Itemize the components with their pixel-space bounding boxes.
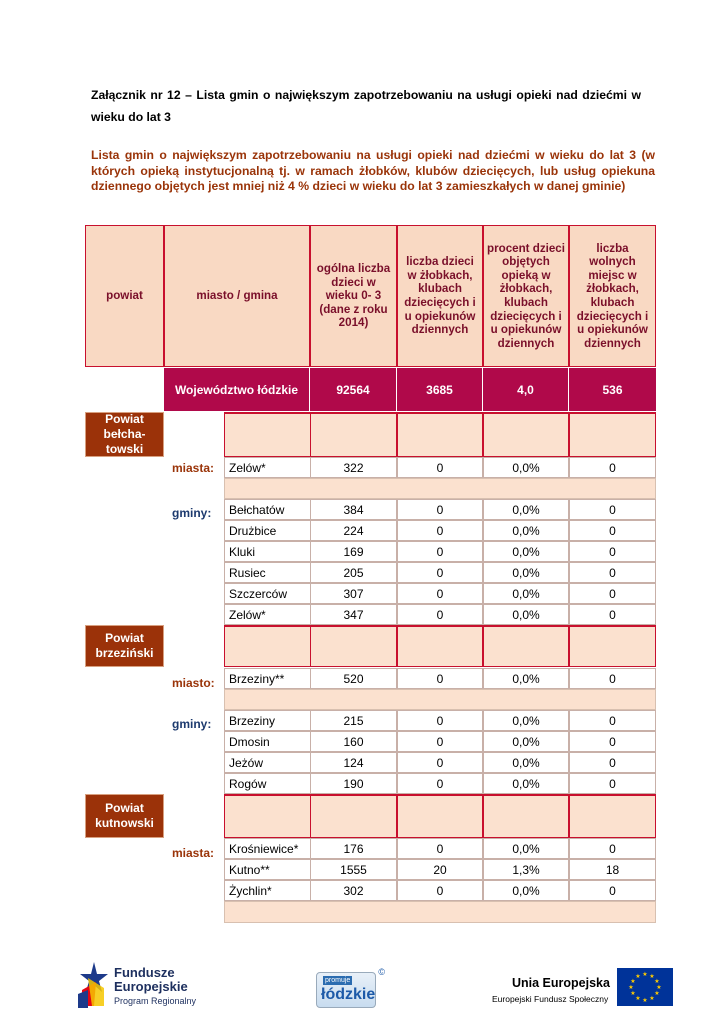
cell-liczba: 0 — [397, 773, 483, 794]
group-label: miasta: — [172, 846, 215, 860]
section-blank-cell — [569, 794, 656, 838]
cell-ogolna: 302 — [310, 880, 397, 901]
section-blank-cell — [310, 625, 397, 667]
cell-ogolna: 322 — [310, 457, 397, 478]
header-procent: procent dzieci objętych opieką w żłobkach, klubach dziecięcych i u opiekunów dziennych — [483, 225, 569, 367]
header-liczba: liczba dzieci w żłobkach, klubach dziecięcych i u opiekunów dziennych — [397, 225, 483, 367]
cell-name: Kutno** — [224, 859, 311, 880]
cell-procent: 0,0% — [483, 499, 569, 520]
section-blank-cell — [397, 412, 483, 457]
powiat-label: Powiat brzeziński — [85, 625, 164, 667]
svg-text:★: ★ — [649, 973, 655, 980]
cell-name: Kluki — [224, 541, 311, 562]
cell-procent: 0,0% — [483, 710, 569, 731]
cell-liczba: 20 — [397, 859, 483, 880]
cell-wolne: 0 — [569, 710, 656, 731]
eu-flag-icon — [617, 968, 673, 1006]
cell-wolne: 0 — [569, 583, 656, 604]
cell-procent: 0,0% — [483, 838, 569, 859]
cell-procent: 0,0% — [483, 752, 569, 773]
section-blank-cell — [483, 412, 569, 457]
table-caption: Lista gmin o największym zapotrzebowaniu na usługi opieki nad dziećmi w wieku do lat 3 (w których opieką instytucjonalną tj. w ramach żłobków, klubów dziecięcych, lub usług opiekuna dziennego objętych jest mniej niż 4 % dzieci w wieku do lat 3 zamieszkałych w danej gminie) — [91, 148, 655, 193]
cell-procent: 1,3% — [483, 859, 569, 880]
fe-star-icon — [78, 960, 110, 1010]
svg-text:★: ★ — [628, 984, 634, 991]
registered-icon: © — [378, 967, 385, 977]
svg-text:★: ★ — [630, 978, 636, 985]
cell-ogolna: 190 — [310, 773, 397, 794]
cell-name: Zelów* — [224, 457, 311, 478]
svg-text:★: ★ — [656, 984, 662, 991]
section-blank-cell — [483, 794, 569, 838]
section-blank-cell — [310, 794, 397, 838]
cell-procent: 0,0% — [483, 773, 569, 794]
cell-name: Żychlin* — [224, 880, 311, 901]
section-blank-cell — [310, 412, 397, 457]
cell-wolne: 0 — [569, 562, 656, 583]
svg-text:★: ★ — [654, 978, 660, 985]
svg-text:★: ★ — [635, 995, 641, 1002]
cell-liczba: 0 — [397, 457, 483, 478]
cell-wolne: 0 — [569, 838, 656, 859]
cell-liczba: 0 — [397, 880, 483, 901]
powiat-label: Powiat kutnowski — [85, 794, 164, 838]
cell-name: Rusiec — [224, 562, 311, 583]
group-label: miasto: — [172, 676, 215, 690]
cell-ogolna: 307 — [310, 583, 397, 604]
section-blank-cell — [224, 412, 311, 457]
cell-ogolna: 224 — [310, 520, 397, 541]
cell-wolne: 0 — [569, 604, 656, 625]
section-blank-cell — [569, 625, 656, 667]
cell-ogolna: 160 — [310, 731, 397, 752]
spacer-row — [224, 901, 656, 923]
group-label: miasta: — [172, 461, 215, 475]
eu-text — [492, 974, 618, 1008]
cell-liczba: 0 — [397, 752, 483, 773]
cell-procent: 0,0% — [483, 583, 569, 604]
cell-wolne: 0 — [569, 499, 656, 520]
fe-line2: Europejskie — [114, 979, 188, 994]
cell-name: Zelów* — [224, 604, 311, 625]
section-blank-cell — [224, 625, 311, 667]
voivodeship-liczba: 3685 — [397, 368, 483, 411]
cell-liczba: 0 — [397, 520, 483, 541]
cell-wolne: 0 — [569, 668, 656, 689]
cell-name: Dmosin — [224, 731, 311, 752]
cell-name: Drużbice — [224, 520, 311, 541]
svg-text:★: ★ — [642, 997, 648, 1004]
cell-liczba: 0 — [397, 731, 483, 752]
cell-procent: 0,0% — [483, 562, 569, 583]
header-ogolna: ogólna liczba dzieci w wieku 0- 3 (dane z roku 2014) — [310, 225, 397, 367]
cell-ogolna: 169 — [310, 541, 397, 562]
section-blank-cell — [569, 412, 656, 457]
eu-line1: Unia Europejska — [512, 976, 610, 990]
lodzkie-logo — [316, 967, 385, 1008]
cell-wolne: 0 — [569, 880, 656, 901]
cell-liczba: 0 — [397, 668, 483, 689]
cell-wolne: 0 — [569, 731, 656, 752]
section-blank-cell — [224, 794, 311, 838]
cell-liczba: 0 — [397, 604, 483, 625]
group-label: gminy: — [172, 506, 212, 520]
fundusze-europejskie-logo — [78, 960, 208, 1010]
svg-text:★: ★ — [635, 973, 641, 980]
header-powiat: powiat — [85, 225, 164, 367]
header-wolne: liczba wolnych miejsc w żłobkach, klubach dziecięcych i u opiekunów dziennych — [569, 225, 656, 367]
svg-text:★: ★ — [642, 971, 648, 978]
cell-procent: 0,0% — [483, 541, 569, 562]
cell-procent: 0,0% — [483, 880, 569, 901]
cell-name: Jeżów — [224, 752, 311, 773]
voivodeship-procent: 4,0 — [483, 368, 569, 411]
cell-liczba: 0 — [397, 562, 483, 583]
spacer-row — [224, 689, 656, 710]
voivodeship-name: Województwo łódzkie — [164, 368, 310, 411]
eu-line2: Europejski Fundusz Społeczny — [492, 994, 609, 1004]
cell-liczba: 0 — [397, 710, 483, 731]
fe-line1: Fundusze — [114, 965, 175, 980]
cell-ogolna: 384 — [310, 499, 397, 520]
cell-liczba: 0 — [397, 499, 483, 520]
cell-liczba: 0 — [397, 838, 483, 859]
cell-procent: 0,0% — [483, 520, 569, 541]
cell-procent: 0,0% — [483, 604, 569, 625]
cell-wolne: 0 — [569, 457, 656, 478]
section-blank-cell — [397, 794, 483, 838]
cell-ogolna: 520 — [310, 668, 397, 689]
cell-ogolna: 205 — [310, 562, 397, 583]
header-gmina: miasto / gmina — [164, 225, 310, 367]
voivodeship-ogolna: 92564 — [310, 368, 397, 411]
svg-text:★: ★ — [649, 995, 655, 1002]
cell-name: Brzeziny — [224, 710, 311, 731]
cell-wolne: 0 — [569, 752, 656, 773]
cell-ogolna: 124 — [310, 752, 397, 773]
cell-liczba: 0 — [397, 541, 483, 562]
cell-name: Bełchatów — [224, 499, 311, 520]
cell-name: Szczerców — [224, 583, 311, 604]
cell-wolne: 0 — [569, 541, 656, 562]
cell-name: Brzeziny** — [224, 668, 311, 689]
cell-ogolna: 215 — [310, 710, 397, 731]
svg-text:★: ★ — [654, 990, 660, 997]
group-label: gminy: — [172, 717, 212, 731]
lodzkie-big-text: łódzkie — [321, 986, 376, 1003]
lodzkie-small-text: promuje — [325, 977, 351, 984]
spacer-row — [224, 478, 656, 499]
cell-ogolna: 347 — [310, 604, 397, 625]
cell-liczba: 0 — [397, 583, 483, 604]
powiat-label: Powiat bełcha-towski — [85, 412, 164, 457]
cell-wolne: 0 — [569, 520, 656, 541]
cell-procent: 0,0% — [483, 731, 569, 752]
cell-name: Rogów — [224, 773, 311, 794]
cell-ogolna: 176 — [310, 838, 397, 859]
cell-procent: 0,0% — [483, 457, 569, 478]
page-title: Załącznik nr 12 – Lista gmin o największym zapotrzebowaniu na usługi opieki nad dziećmi w wieku do lat 3 — [91, 88, 641, 124]
cell-wolne: 0 — [569, 773, 656, 794]
section-blank-cell — [397, 625, 483, 667]
voivodeship-wolne: 536 — [569, 368, 656, 411]
svg-text:★: ★ — [630, 990, 636, 997]
cell-wolne: 18 — [569, 859, 656, 880]
section-blank-cell — [483, 625, 569, 667]
cell-procent: 0,0% — [483, 668, 569, 689]
cell-name: Krośniewice* — [224, 838, 311, 859]
cell-ogolna: 1555 — [310, 859, 397, 880]
fe-line3: Program Regionalny — [114, 996, 197, 1006]
